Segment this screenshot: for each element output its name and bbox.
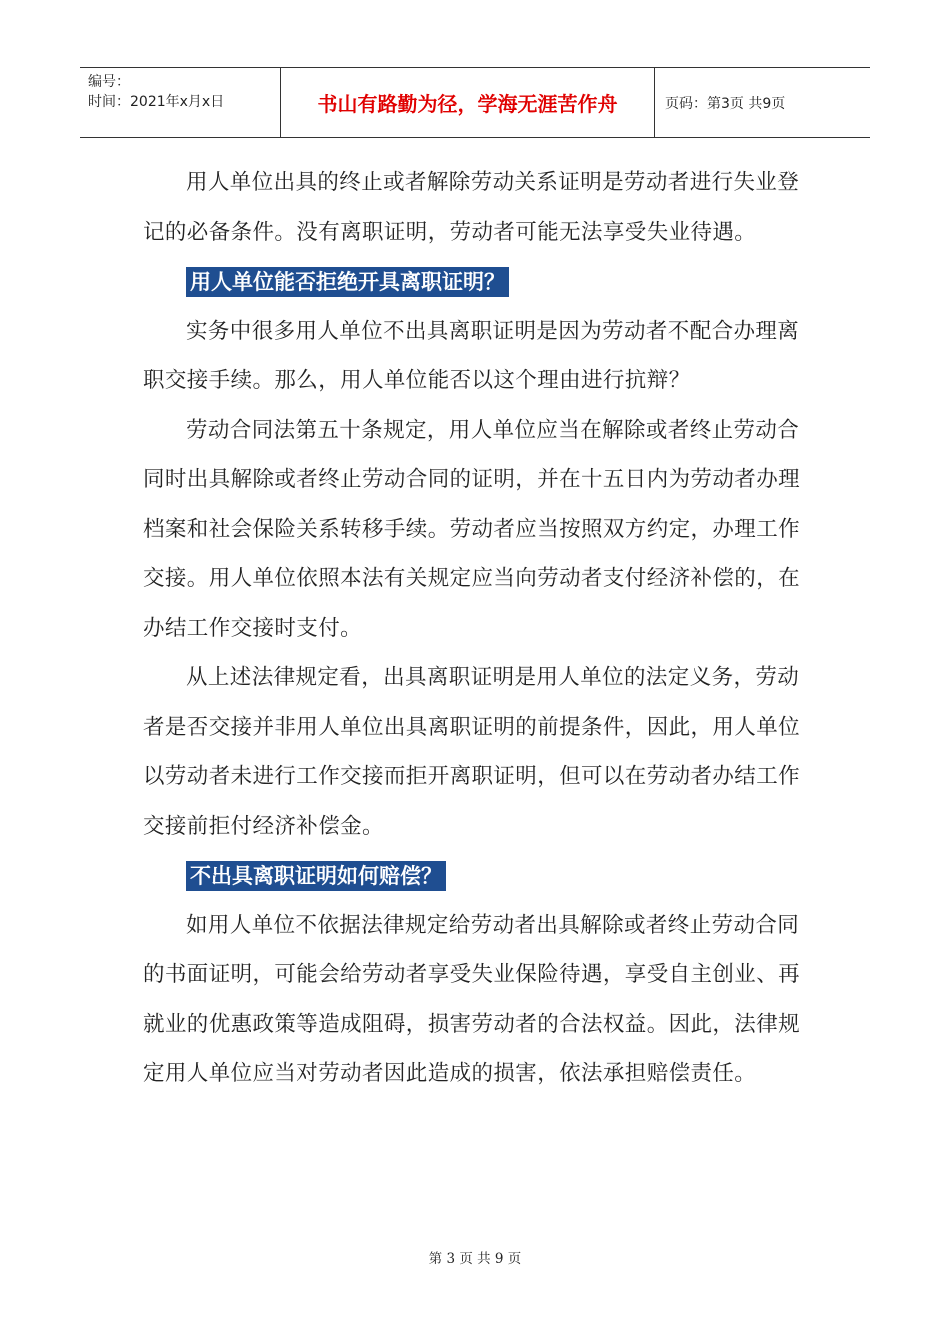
section-heading-text: 不出具离职证明如何赔偿？ [186, 861, 446, 891]
section-heading [143, 851, 813, 901]
header-meta [80, 68, 281, 137]
paragraph: 劳动合同法第五十条规定，用人单位应当在解除或者终止劳动合同时出具解除或者终止劳动合同的证明，并在十五日内为劳动者办理档案和社会保险关系转移手续。劳动者应当按照双方约定，办理工作交接。用人单位依照本法有关规定应当向劳动者支付经济补偿的，在办结工作交接时支付。 [143, 417, 801, 641]
time-label: 时间：2021年x月x日 [88, 94, 225, 110]
paragraph: 从上述法律规定看，出具离职证明是用人单位的法定义务，劳动者是否交接并非用人单位出具离职证明的前提条件，因此，用人单位以劳动者未进行工作交接而拒开离职证明，但可以在劳动者办结工作交接前拒付经济补偿金。 [143, 665, 801, 839]
page-header [80, 67, 870, 138]
section-heading-text: 用人单位能否拒绝开具离职证明？ [186, 267, 509, 297]
paragraph: 实务中很多用人单位不出具离职证明是因为劳动者不配合办理离职交接手续。那么，用人单位能否以这个理由进行抗辩？ [143, 318, 800, 393]
paragraph: 如用人单位不依据法律规定给劳动者出具解除或者终止劳动合同的书面证明，可能会给劳动者享受失业保险待遇，享受自主创业、再就业的优惠政策等造成阻碍，损害劳动者的合法权益。因此，法律规定用人单位应当对劳动者因此造成的损害，依法承担赔偿责任。 [143, 912, 801, 1086]
page-footer: 第 3 页 共 9 页 [428, 1251, 522, 1267]
header-motto: 书山有路勤为径，学海无涯苦作舟 [281, 68, 655, 137]
document-body [143, 158, 813, 1099]
header-page-info: 页码：第3页 共9页 [665, 95, 786, 112]
section-heading [143, 257, 813, 307]
number-label: 编号： [88, 74, 130, 90]
paragraph: 用人单位出具的终止或者解除劳动关系证明是劳动者进行失业登记的必备条件。没有离职证明，劳动者可能无法享受失业待遇。 [143, 170, 800, 245]
